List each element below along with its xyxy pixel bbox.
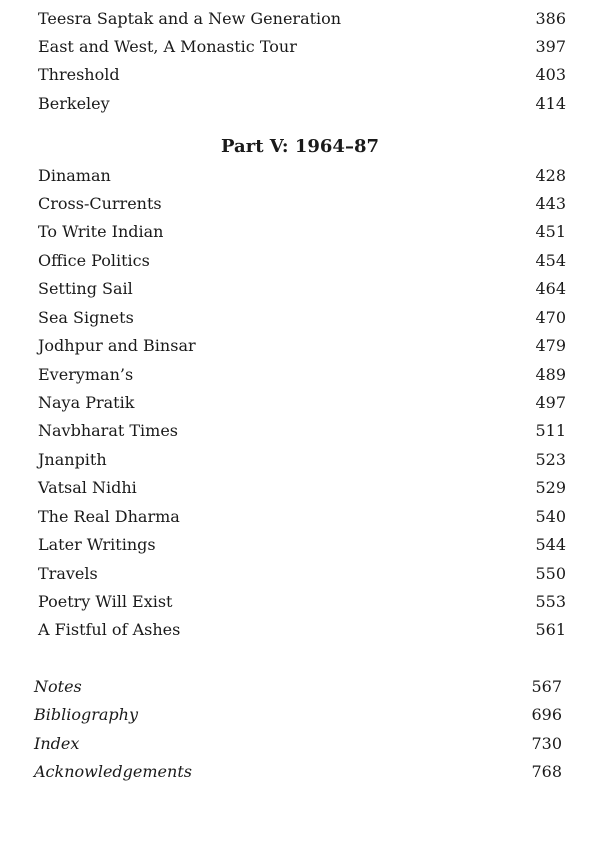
toc-entry-title: Dinaman <box>38 166 111 185</box>
toc-entry <box>38 248 566 274</box>
toc-entry-page: 544 <box>535 535 566 554</box>
toc-entry-title: Naya Pratik <box>38 393 135 412</box>
toc-entry-title: Index <box>34 734 80 753</box>
toc-back-matter-entry <box>34 731 562 757</box>
toc-entry-page: 397 <box>535 37 566 56</box>
toc-entry <box>38 333 566 359</box>
toc-entry <box>38 191 566 217</box>
toc-entry-page: 489 <box>535 365 566 384</box>
toc-entry-title: Berkeley <box>38 94 110 113</box>
toc-entry-page: 464 <box>535 279 566 298</box>
toc-entry-title: Cross-Currents <box>38 194 162 213</box>
toc-entry-title: The Real Dharma <box>38 507 180 526</box>
toc-entry <box>38 475 566 501</box>
toc-entry-page: 479 <box>535 336 566 355</box>
toc-entry <box>38 617 566 643</box>
toc-entry <box>38 447 566 473</box>
toc-entry-title: Bibliography <box>34 705 138 724</box>
toc-entry <box>38 163 566 189</box>
toc-entry-title: Everyman’s <box>38 365 134 384</box>
toc-entry-page: 561 <box>535 620 566 639</box>
toc-back-matter-entry <box>34 674 562 700</box>
toc-entry <box>38 6 566 32</box>
toc-entry-title: Threshold <box>38 65 120 84</box>
toc-entry-page: 428 <box>535 166 566 185</box>
toc-entry-page: 540 <box>535 507 566 526</box>
toc-entry <box>38 589 566 615</box>
toc-entry <box>38 390 566 416</box>
toc-entry <box>38 276 566 302</box>
toc-entry-title: Jodhpur and Binsar <box>38 336 196 355</box>
toc-entry-title: Teesra Saptak and a New Generation <box>38 9 342 28</box>
toc-entry-page: 414 <box>535 94 566 113</box>
toc-entry-title: To Write Indian <box>38 222 164 241</box>
toc-entry-page: 730 <box>531 734 562 753</box>
toc-entry-title: Acknowledgements <box>34 762 192 781</box>
toc-entry-title: Navbharat Times <box>38 421 179 440</box>
toc-entry-title: Office Politics <box>38 251 150 270</box>
toc-back-matter-entry <box>34 702 562 728</box>
toc-entry-page: 403 <box>535 65 566 84</box>
toc-entry-page: 443 <box>535 194 566 213</box>
toc-back-matter-entry <box>34 759 562 785</box>
toc-entry <box>38 504 566 530</box>
toc-entry-page: 497 <box>535 393 566 412</box>
toc-entry-page: 454 <box>535 251 566 270</box>
toc-entry-page: 523 <box>535 450 566 469</box>
toc-entry-title: Poetry Will Exist <box>38 592 173 611</box>
toc-entry <box>38 561 566 587</box>
toc-entry-page: 768 <box>531 762 562 781</box>
toc-entry <box>38 62 566 88</box>
toc-entry-title: Vatsal Nidhi <box>38 478 137 497</box>
toc-entry-page: 511 <box>535 421 566 440</box>
toc-entry <box>38 219 566 245</box>
toc-entry <box>38 532 566 558</box>
toc-entry <box>38 91 566 117</box>
toc-entry-title: Notes <box>34 677 82 696</box>
toc-entry-page: 567 <box>531 677 562 696</box>
toc-entry-page: 386 <box>535 9 566 28</box>
toc-entry-title: Jnanpith <box>38 450 107 469</box>
toc-entry-title: Setting Sail <box>38 279 133 298</box>
toc-entry-title: Travels <box>38 564 98 583</box>
toc-entry-page: 529 <box>535 478 566 497</box>
toc-entry <box>38 305 566 331</box>
toc-entry-page: 553 <box>535 592 566 611</box>
toc-entry-page: 451 <box>535 222 566 241</box>
toc-entry <box>38 34 566 60</box>
part-heading: Part V: 1964–87 <box>221 136 379 157</box>
toc-entry <box>38 362 566 388</box>
toc-entry-page: 470 <box>535 308 566 327</box>
toc-entry-title: A Fistful of Ashes <box>38 620 181 639</box>
toc-entry <box>38 418 566 444</box>
toc-entry-page: 696 <box>531 705 562 724</box>
toc-entry-title: Sea Signets <box>38 308 134 327</box>
toc-entry-title: Later Writings <box>38 535 156 554</box>
toc-entry-title: East and West, A Monastic Tour <box>38 37 297 56</box>
toc-entry-page: 550 <box>535 564 566 583</box>
